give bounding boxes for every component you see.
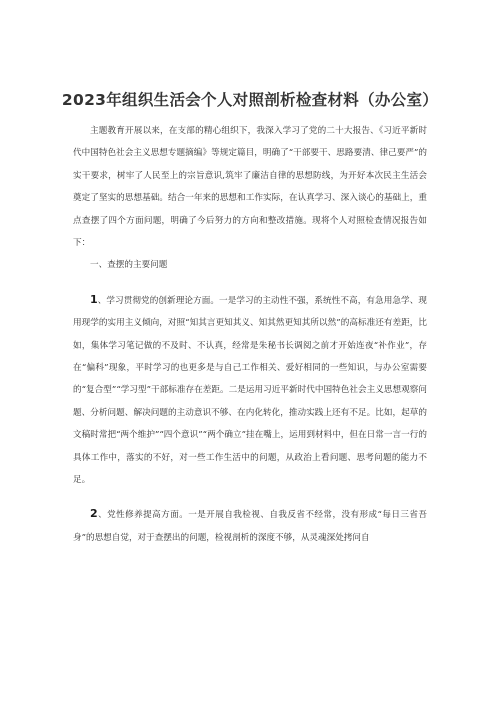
item-paragraph-2 — [73, 503, 427, 549]
item-number: 1 — [90, 292, 98, 306]
section-heading: 一、查摆的主要问题 — [90, 260, 168, 271]
item-text: 、党性修养提高方面。一是开展自我检视、自我反省不经常，没有形成“每日三省吾身”的思想自觉，对于查摆出的问题，检视剖析的深度不够，从灵魂深处拷问自 — [73, 510, 427, 543]
intro-paragraph: 主题教育开展以来，在支部的精心组织下，我深入学习了党的二十大报告、《习近平新时代中国特色社会主义思想专题摘编》等规定篇目，明确了“干部要干、思路要清、律己要严”的实干要求，树牢了人民至上的宗旨意识,筑牢了廉洁自律的思想防线，为开好本次民主生活会奠定了坚实的思想基础。结合一年来的思想和工作实际，在认真学习、深入谈心的基础上，重点查摆了四个方面问题，明确了今后努力的方向和整改措施。现将个人对照检查情况报告如下： — [73, 126, 427, 249]
item-paragraph-1 — [73, 289, 427, 492]
item-number: 2 — [90, 507, 98, 521]
item-text: 、学习贯彻党的创新理论方面。一是学习的主动性不强，系统性不高，有急用急学、现用现学的实用主义倾向，对照“知其言更知其义、知其然更知其所以然”的高标准还有差距，比如，集体学习笔记做的不及时、不认真，经常是朱秘书长调阅之前才开始连夜“补作业”，存在“偏科”现象，平时学习的也更多是与自己工作相关、爱好相同的一些知识，与办公室需要的“复合型”“学习型”干部标准存在差距。二是运用习近平新时代中国特色社会主义思想观察问题、分析问题、解决问题的主动意识不够、在内化转化，推动实践上还有不足。比如，起草的文稿时常把“两个维护”“四个意识”“两个确立”挂在嘴上，运用到材料中，但在日常一言一行的具体工作中，落实的不好，对一些工作生活中的问题，从政治上看问题、思考问题的能力不足。 — [73, 295, 427, 486]
document-body — [73, 120, 427, 561]
document-title: 2023年组织生活会个人对照剖析检查材料（办公室） — [61, 91, 439, 109]
